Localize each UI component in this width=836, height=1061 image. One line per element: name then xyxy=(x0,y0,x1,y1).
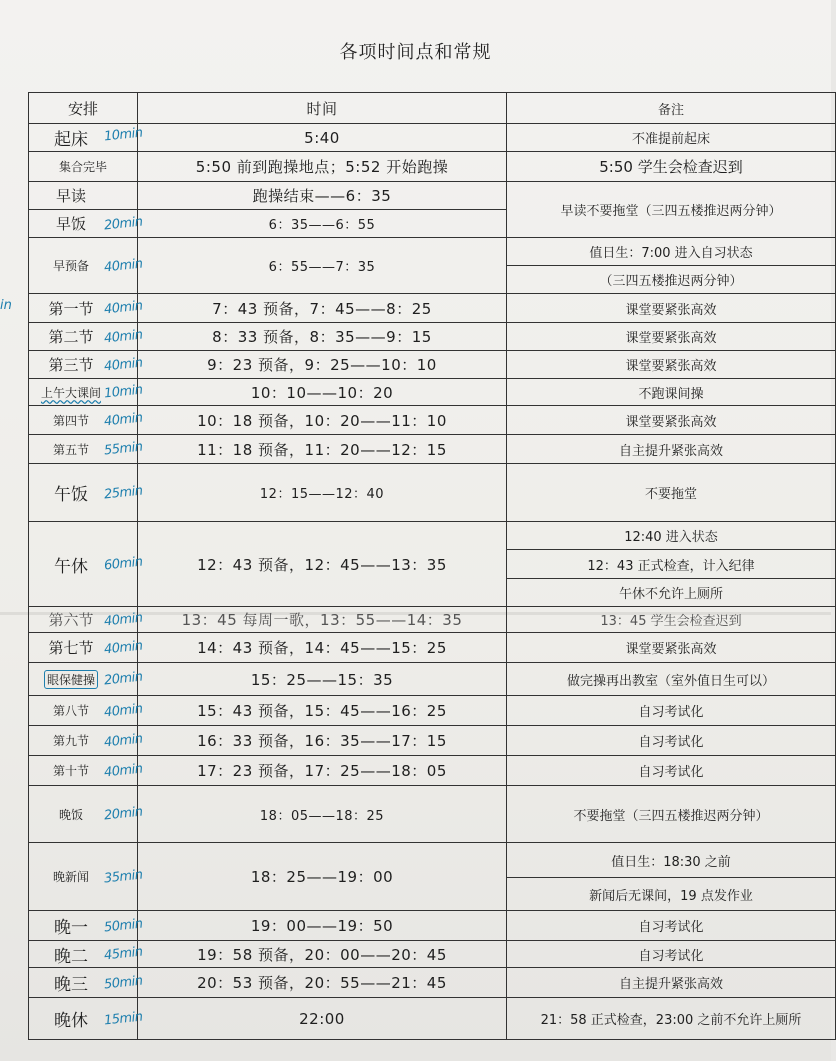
table-row xyxy=(29,786,836,843)
time-cell: 6：35——6：55 xyxy=(138,210,507,238)
arrangement-cell: 上午大课间 10min xyxy=(29,379,138,406)
handwritten-duration: 40min xyxy=(103,701,144,720)
arrangement-cell: 晚新闻 35min xyxy=(29,843,138,911)
arrangement-cell: 晚饭 20min xyxy=(29,786,138,843)
note-cell: 自习考试化 xyxy=(507,726,836,756)
handwritten-duration: 10min xyxy=(103,125,144,145)
handwritten-duration: 20min xyxy=(103,804,144,824)
time-cell: 5:50 前到跑操地点；5:52 开始跑操 xyxy=(138,152,507,182)
arrangement-cell: 第六节 40min xyxy=(29,607,138,633)
time-cell: 12：43 预备，12：45——13：35 xyxy=(138,522,507,607)
table-row xyxy=(29,911,836,941)
header-arrangement: 安排 xyxy=(29,93,138,124)
arrangement-cell: 晚三 50min xyxy=(29,968,138,998)
handwritten-duration: 40min xyxy=(103,256,144,275)
arrangement-cell: 第九节 40min xyxy=(29,726,138,756)
handwritten-duration: 40min xyxy=(103,638,144,657)
handwritten-duration: 40min xyxy=(103,761,144,780)
handwritten-duration: 40min xyxy=(103,298,144,318)
note-cell: 21：58 正式检查，23:00 之前不允许上厕所 xyxy=(507,998,836,1040)
table-row xyxy=(29,238,836,266)
handwritten-duration: 60min xyxy=(103,554,144,574)
arrangement-cell: 第四节 40min xyxy=(29,406,138,435)
arrangement-cell: 第七节 40min xyxy=(29,633,138,663)
note-cell: 做完操再出教室（室外值日生可以） xyxy=(507,663,836,696)
time-cell: 19：00——19：50 xyxy=(138,911,507,941)
note-cell: 不准提前起床 xyxy=(507,124,836,152)
handwritten-duration: 15min xyxy=(103,1009,144,1028)
table-row xyxy=(29,182,836,210)
handwritten-duration: 20min xyxy=(103,214,144,233)
note-cell: 不跑课间操 xyxy=(507,379,836,406)
handwritten-duration: 20min xyxy=(103,669,144,689)
header-row xyxy=(29,93,836,124)
time-cell: 16：33 预备，16：35——17：15 xyxy=(138,726,507,756)
table-row xyxy=(29,633,836,663)
note-cell: 13：45 学生会检查迟到 xyxy=(507,607,836,633)
handwritten-duration: 50min xyxy=(103,916,144,935)
handwritten-duration: 40min xyxy=(103,410,144,430)
arrangement-cell: 起床 10min xyxy=(29,124,138,152)
time-cell: 12：15——12：40 xyxy=(138,464,507,522)
note-cell: 课堂要紧张高效 xyxy=(507,406,836,435)
time-cell: 8：33 预备，8：35——9：15 xyxy=(138,323,507,351)
handwritten-duration: 10min xyxy=(103,382,144,402)
arrangement-cell: 午饭 25min xyxy=(29,464,138,522)
note-cell: 自习考试化 xyxy=(507,911,836,941)
table-row xyxy=(29,379,836,406)
note-cell: 课堂要紧张高效 xyxy=(507,294,836,323)
note-cell: 自主提升紧张高效 xyxy=(507,968,836,998)
table-row xyxy=(29,406,836,435)
time-cell: 9：23 预备，9：25——10：10 xyxy=(138,351,507,379)
arrangement-cell: 晚一 50min xyxy=(29,911,138,941)
note-cell: 自习考试化 xyxy=(507,696,836,726)
table-row xyxy=(29,726,836,756)
table-row xyxy=(29,435,836,464)
arrangement-cell: 早预备 40min xyxy=(29,238,138,294)
handwritten-duration: 40min xyxy=(103,610,144,629)
note-cell: 值日生：7:00 进入自习状态 xyxy=(507,238,836,266)
schedule-table xyxy=(28,92,836,1040)
note-cell: 课堂要紧张高效 xyxy=(507,351,836,379)
table-row xyxy=(29,152,836,182)
note-cell: 午休不允许上厕所 xyxy=(507,579,836,607)
note-cell: 自主提升紧张高效 xyxy=(507,435,836,464)
note-cell: 自习考试化 xyxy=(507,941,836,968)
handwritten-duration: 40min xyxy=(103,327,144,346)
time-cell: 6：55——7：35 xyxy=(138,238,507,294)
time-cell: 13：45 每周一歌，13：55——14：35 xyxy=(138,607,507,633)
arrangement-cell: 第一节 40min xyxy=(29,294,138,323)
arrangement-cell: 早饭 20min xyxy=(29,210,138,238)
time-cell: 10：18 预备，10：20——11：10 xyxy=(138,406,507,435)
handwritten-duration: 25min xyxy=(103,483,144,502)
time-cell: 17：23 预备，17：25——18：05 xyxy=(138,756,507,786)
handwritten-duration: 40min xyxy=(103,731,144,750)
arrangement-cell: 晚二 45min xyxy=(29,941,138,968)
note-cell: 新闻后无课间，19 点发作业 xyxy=(507,878,836,911)
table-row xyxy=(29,968,836,998)
handwritten-duration: 40min xyxy=(103,355,144,374)
note-cell: 早读不要拖堂（三四五楼推迟两分钟） xyxy=(507,182,836,238)
handwritten-duration: 45min xyxy=(103,944,144,964)
table-row xyxy=(29,351,836,379)
arrangement-cell: 第三节 40min xyxy=(29,351,138,379)
time-cell: 15：43 预备，15：45——16：25 xyxy=(138,696,507,726)
table-row xyxy=(29,522,836,550)
header-notes: 备注 xyxy=(507,93,836,124)
note-cell: 12:40 进入状态 xyxy=(507,522,836,550)
time-cell: 15：25——15：35 xyxy=(138,663,507,696)
time-cell: 跑操结束——6：35 xyxy=(138,182,507,210)
handwritten-duration: 50min xyxy=(103,973,144,992)
note-cell: （三四五楼推迟两分钟） xyxy=(507,266,836,294)
table-row xyxy=(29,663,836,696)
table-row xyxy=(29,756,836,786)
table-row xyxy=(29,294,836,323)
time-cell: 11：18 预备，11：20——12：15 xyxy=(138,435,507,464)
table-row xyxy=(29,696,836,726)
time-cell: 20：53 预备，20：55——21：45 xyxy=(138,968,507,998)
note-cell: 自习考试化 xyxy=(507,756,836,786)
note-cell: 值日生：18:30 之前 xyxy=(507,843,836,878)
note-cell: 课堂要紧张高效 xyxy=(507,633,836,663)
arrangement-cell: 早读 xyxy=(29,182,138,210)
margin-handwriting: in xyxy=(0,298,12,313)
arrangement-cell: 晚休 15min xyxy=(29,998,138,1040)
arrangement-cell: 午休 60min xyxy=(29,522,138,607)
arrangement-cell: 第八节 40min xyxy=(29,696,138,726)
time-cell: 19：58 预备，20：00——20：45 xyxy=(138,941,507,968)
time-cell: 22:00 xyxy=(138,998,507,1040)
header-time: 时间 xyxy=(138,93,507,124)
time-cell: 10：10——10：20 xyxy=(138,379,507,406)
table-row xyxy=(29,607,836,633)
page-title: 各项时间点和常规 xyxy=(339,42,492,63)
table-row xyxy=(29,941,836,968)
time-cell: 14：43 预备，14：45——15：25 xyxy=(138,633,507,663)
table-row xyxy=(29,464,836,522)
time-cell: 18：25——19：00 xyxy=(138,843,507,911)
arrangement-cell: 第二节 40min xyxy=(29,323,138,351)
table-row xyxy=(29,843,836,878)
note-cell: 不要拖堂（三四五楼推迟两分钟） xyxy=(507,786,836,843)
handwritten-duration: 35min xyxy=(103,867,144,886)
note-cell: 5:50 学生会检查迟到 xyxy=(507,152,836,182)
time-cell: 7：43 预备，7：45——8：25 xyxy=(138,294,507,323)
note-cell: 不要拖堂 xyxy=(507,464,836,522)
handwritten-duration: 55min xyxy=(103,439,144,459)
arrangement-cell: 集合完毕 xyxy=(29,152,138,182)
arrangement-cell: 第十节 40min xyxy=(29,756,138,786)
arrangement-cell: 眼保健操 20min xyxy=(29,663,138,696)
arrangement-cell: 第五节 55min xyxy=(29,435,138,464)
table-row xyxy=(29,323,836,351)
time-cell: 18：05——18：25 xyxy=(138,786,507,843)
note-cell: 12：43 正式检查，计入纪律 xyxy=(507,550,836,579)
note-cell: 课堂要紧张高效 xyxy=(507,323,836,351)
time-cell: 5:40 xyxy=(138,124,507,152)
table-row xyxy=(29,998,836,1040)
table-row xyxy=(29,124,836,152)
